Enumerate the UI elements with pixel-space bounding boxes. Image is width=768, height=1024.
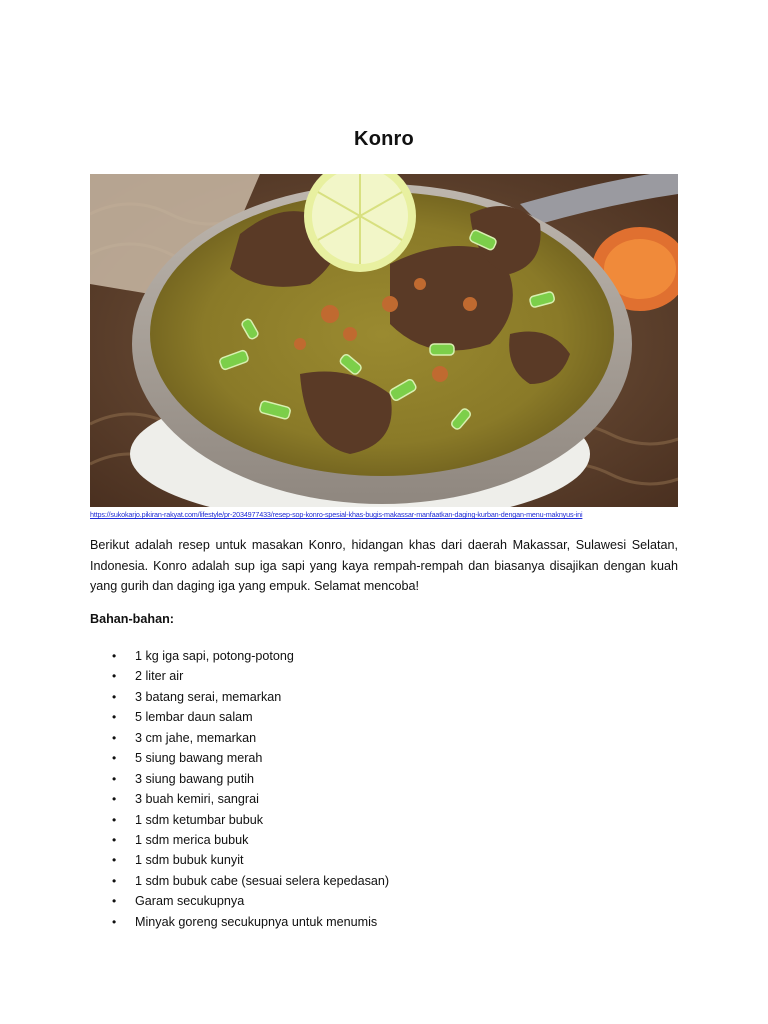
ingredient-text: 5 lembar daun salam	[135, 710, 253, 725]
bullet-icon: •	[112, 689, 117, 704]
ingredient-text: 3 batang serai, memarkan	[135, 689, 282, 704]
ingredient-text: 3 cm jahe, memarkan	[135, 730, 257, 745]
list-item	[90, 646, 389, 666]
bullet-icon: •	[112, 894, 117, 909]
page-title: Konro	[354, 128, 414, 150]
bullet-icon: •	[112, 792, 117, 807]
konro-illustration	[90, 174, 678, 507]
ingredient-text: 1 kg iga sapi, potong-potong	[135, 649, 294, 663]
list-item	[90, 871, 389, 891]
bullet-icon: •	[112, 832, 117, 847]
ingredient-text: 3 buah kemiri, sangrai	[135, 792, 259, 807]
ingredient-text: 1 sdm bubuk cabe (sesuai selera kepedasan)	[135, 873, 390, 888]
ingredients-heading: Bahan-bahan:	[90, 612, 174, 626]
image-source-link[interactable]: https://sukokarjo.pikiran-rakyat.com/lifestyle/pr-2034977433/resep-sop-konro-spesial-khas-bugis-makassar-manfaatkan-daging-kurban-dengan-menu-maknyus-ini	[90, 510, 583, 519]
ingredient-text: Minyak goreng secukupnya untuk menumis	[135, 914, 378, 929]
list-item	[90, 769, 389, 789]
list-item	[90, 891, 389, 911]
ingredient-text: 1 sdm ketumbar bubuk	[135, 812, 264, 827]
list-item	[90, 789, 389, 809]
bullet-icon: •	[112, 710, 117, 725]
bullet-icon: •	[112, 751, 117, 766]
ingredient-text: Garam secukupnya	[135, 894, 245, 909]
list-item	[90, 687, 389, 707]
intro-paragraph: Berikut adalah resep untuk masakan Konro, hidangan khas dari daerah Makassar, Sulawesi Selatan, Indonesia. Konro adalah sup iga sapi yang kaya rempah-rempah dan biasanya disajikan dengan kuah yang gurih dan daging iga yang empuk. Selamat mencoba!	[90, 538, 678, 593]
bullet-icon: •	[112, 669, 117, 684]
list-item	[90, 830, 389, 850]
ingredient-text: 2 liter air	[135, 669, 184, 684]
ingredient-text: 5 siung bawang merah	[135, 751, 263, 766]
ingredients-list	[90, 646, 389, 932]
bullet-icon: •	[112, 873, 117, 888]
bullet-icon: •	[112, 812, 117, 827]
list-item	[90, 728, 389, 748]
konro-photo	[90, 174, 678, 507]
list-item	[90, 748, 389, 768]
bullet-icon: •	[112, 730, 117, 745]
bullet-icon: •	[112, 914, 117, 929]
list-item	[90, 666, 389, 686]
list-item	[90, 707, 389, 727]
bullet-icon: •	[112, 649, 117, 663]
list-item	[90, 912, 389, 932]
bullet-icon: •	[112, 771, 117, 786]
ingredient-text: 1 sdm bubuk kunyit	[135, 853, 244, 868]
list-item	[90, 850, 389, 870]
ingredient-text: 3 siung bawang putih	[135, 771, 255, 786]
ingredient-text: 1 sdm merica bubuk	[135, 832, 249, 847]
bullet-icon: •	[112, 853, 117, 868]
list-item	[90, 810, 389, 830]
